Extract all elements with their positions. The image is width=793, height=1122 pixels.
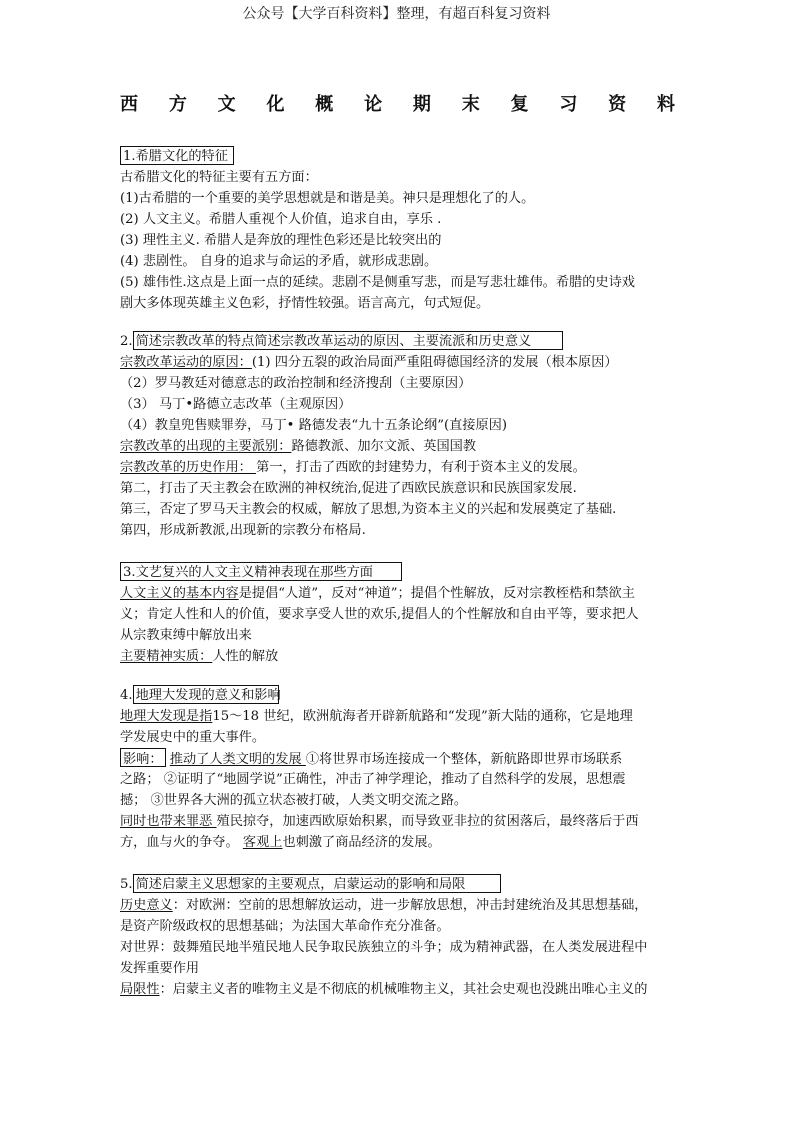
paragraph-line — [120, 748, 680, 769]
title-char: 文 — [217, 94, 236, 115]
section-2 — [120, 331, 680, 541]
underlined-term: 人文主义的基本内容 — [120, 586, 239, 601]
section-number: 5. — [120, 877, 133, 892]
paragraph-line — [120, 646, 680, 667]
paragraph-line — [120, 167, 680, 188]
underlined-term: 推动了人类文明的发展 — [169, 752, 306, 767]
text-segment: （2）罗马教廷对德意志的政治控制和经济搜刮（主要原因） — [120, 376, 472, 391]
section-5 — [120, 874, 680, 1000]
paragraph-line — [120, 457, 680, 478]
text-segment: (3) 理性主义. 希腊人是奔放的理性色彩还是比较突出的 — [120, 233, 442, 248]
paragraph-line — [120, 293, 680, 314]
underlined-term: 宗教改革的历史作用： — [120, 460, 257, 475]
paragraph-line — [120, 916, 680, 937]
text-segment: ：对欧洲：空前的思想解放运动，进一步解放思想，冲击封建统治及其思想基础， — [172, 898, 648, 913]
title-char: 概 — [315, 94, 334, 115]
text-segment: ①将世界市场连接成一个整体，新航路即世界市场联系 — [305, 752, 623, 767]
title-char: 西 — [120, 94, 138, 115]
paragraph-line — [120, 436, 680, 457]
title-char: 料 — [656, 94, 675, 115]
title-char: 复 — [510, 94, 529, 115]
title-char: 资 — [608, 94, 627, 115]
paragraph-line — [120, 352, 680, 373]
section-heading-text: 简述启蒙主义思想家的主要观点，启蒙运动的影响和局限 — [133, 874, 501, 893]
paragraph-line — [120, 478, 680, 499]
title-char: 化 — [266, 94, 285, 115]
section-heading — [120, 562, 680, 583]
text-segment: 15～18 世纪，欧洲航海者开辟新航路和“发现”新大陆的通称，它是地理 — [212, 709, 633, 724]
text-segment: 第三，否定了罗马天主教会的权威，解放了思想,为资本主义的兴起和发展奠定了基础. — [120, 502, 617, 517]
paragraph-line — [120, 209, 680, 230]
underlined-term: 历史意义 — [120, 898, 173, 913]
section-heading-text: 简述宗教改革的特点简述宗教改革运动的原因、主要流派和历史意义 — [133, 331, 563, 350]
text-segment: 学发展史中的重大事件。 — [120, 730, 266, 745]
paragraph-line — [120, 979, 680, 1000]
section-3 — [120, 562, 680, 667]
text-segment: 之路； ②证明了“地圆学说”正确性，冲击了神学理论，推动了自然科学的发展，思想震 — [120, 772, 626, 787]
underlined-term: 主要精神实质： — [120, 649, 213, 664]
section-heading — [120, 685, 680, 706]
text-segment: 撼； ③世界各大洲的孤立状态被打破，人类文明交流之路。 — [120, 793, 468, 808]
section-heading-text: 3.文艺复兴的人文主义精神表现在那些方面 — [120, 562, 402, 581]
underlined-term: 宗教改革运动的原因： — [120, 355, 252, 370]
underlined-term: 宗教改革的出现的主要派别： — [120, 439, 292, 454]
text-segment: 剧大多体现英雄主义色彩，抒情性较强。语言高亢，句式短促。 — [120, 296, 490, 311]
text-segment: 第二，打击了天主教会在欧洲的神权统治,促进了西欧民族意识和民族国家发展. — [120, 481, 577, 496]
text-segment: 对世界：鼓舞殖民地半殖民地人民争取民族独立的斗争；成为精神武器，在人类发展进程中 — [120, 940, 648, 955]
title-char: 方 — [168, 94, 187, 115]
paragraph-line — [120, 188, 680, 209]
document-title — [120, 90, 675, 116]
paragraph-line — [120, 604, 680, 625]
page-header: 公众号【大学百科资料】整理，有超百科复习资料 — [242, 6, 551, 22]
boxed-label: 影响： — [120, 748, 166, 767]
section-heading — [120, 331, 680, 352]
paragraph-line — [120, 706, 680, 727]
paragraph-line — [120, 499, 680, 520]
text-segment: 从宗教束缚中解放出来 — [120, 628, 252, 643]
paragraph-line — [120, 811, 680, 832]
title-char: 末 — [461, 94, 480, 115]
section-heading-text: 1.希腊文化的特征 — [120, 146, 234, 165]
paragraph-line — [120, 727, 680, 748]
text-segment: 古希腊文化的特征主要有五方面： — [120, 170, 318, 185]
section-heading — [120, 874, 680, 895]
text-segment: 殖民掠夺，加速西欧原始积累，而导致亚非拉的贫困落后，最终落后于西 — [216, 814, 639, 829]
text-segment: 路德教派、加尔文派、英国国教 — [291, 439, 477, 454]
section-1 — [120, 146, 680, 314]
paragraph-line — [120, 583, 680, 604]
text-segment: 义；肯定人性和人的价值，要求享受人世的欢乐,提倡人的个性解放和自由平等，要求把人 — [120, 607, 639, 622]
section-heading-text: 地理大发现的意义和影响 — [133, 685, 279, 704]
paragraph-line — [120, 937, 680, 958]
text-segment: 第四，形成新教派,出现新的宗教分布格局. — [120, 523, 366, 538]
text-segment: 发挥重要作用 — [120, 961, 200, 976]
text-segment: 方，血与火的争夺。 — [120, 835, 243, 850]
text-segment: 第一，打击了西欧的封建势力，有利于资本主义的发展。 — [256, 460, 586, 475]
section-4 — [120, 685, 680, 853]
underlined-term: 地理大发现是指 — [120, 709, 213, 724]
paragraph-line — [120, 251, 680, 272]
paragraph-line — [120, 958, 680, 979]
underlined-term: 局限性 — [120, 982, 160, 997]
text-segment: (2) 人文主义。希腊人重视个人价值，追求自由，享乐 . — [120, 212, 442, 227]
text-segment: 是提倡“人道”，反对“神道”；提倡个性解放，反对宗教桎梏和禁欲主 — [238, 586, 635, 601]
text-segment: ：启蒙主义者的唯物主义是不彻底的机械唯物主义，其社会史观也没跳出唯心主义的 — [159, 982, 648, 997]
text-segment: (1) 四分五裂的政治局面严重阻碍德国经济的发展（根本原因） — [251, 355, 618, 370]
paragraph-line — [120, 520, 680, 541]
section-number: 2. — [120, 334, 133, 349]
paragraph-line — [120, 373, 680, 394]
paragraph-line — [120, 394, 680, 415]
paragraph-line — [120, 769, 680, 790]
text-segment: (5) 雄伟性.这点是上面一点的延续。悲剧不是侧重写悲，而是写悲壮雄伟。希腊的史诗戏 — [120, 275, 635, 290]
text-segment: （3） 马丁•路德立志改革（主观原因） — [120, 397, 352, 412]
paragraph-line — [120, 832, 680, 853]
section-number: 4. — [120, 688, 133, 703]
title-char: 期 — [412, 94, 431, 115]
paragraph-line — [120, 895, 680, 916]
paragraph-line — [120, 272, 680, 293]
paragraph-line — [120, 230, 680, 251]
underlined-term: 同时也带来罪恶 — [120, 814, 217, 829]
title-char: 习 — [559, 94, 578, 115]
text-segment: (1)古希腊的一个重要的美学思想就是和谐是美。神只是理想化了的人。 — [120, 191, 535, 206]
text-segment: 是资产阶级政权的思想基础；为法国大革命作充分准备。 — [120, 919, 450, 934]
section-heading — [120, 146, 680, 167]
paragraph-line — [120, 625, 680, 646]
underlined-term: 客观上 — [242, 835, 283, 850]
paragraph-line — [120, 415, 680, 436]
text-segment: （4）教皇兜售赎罪券，马丁• 路德发表“九十五条论纲”(直接原因) — [120, 418, 508, 433]
text-segment: 人性的解放 — [212, 649, 279, 664]
title-char: 论 — [364, 94, 383, 115]
text-segment: (4) 悲剧性。 自身的追求与命运的矛盾，就形成悲剧。 — [120, 254, 438, 269]
paragraph-line — [120, 790, 680, 811]
text-segment: 也刺激了商品经济的发展。 — [282, 835, 441, 850]
